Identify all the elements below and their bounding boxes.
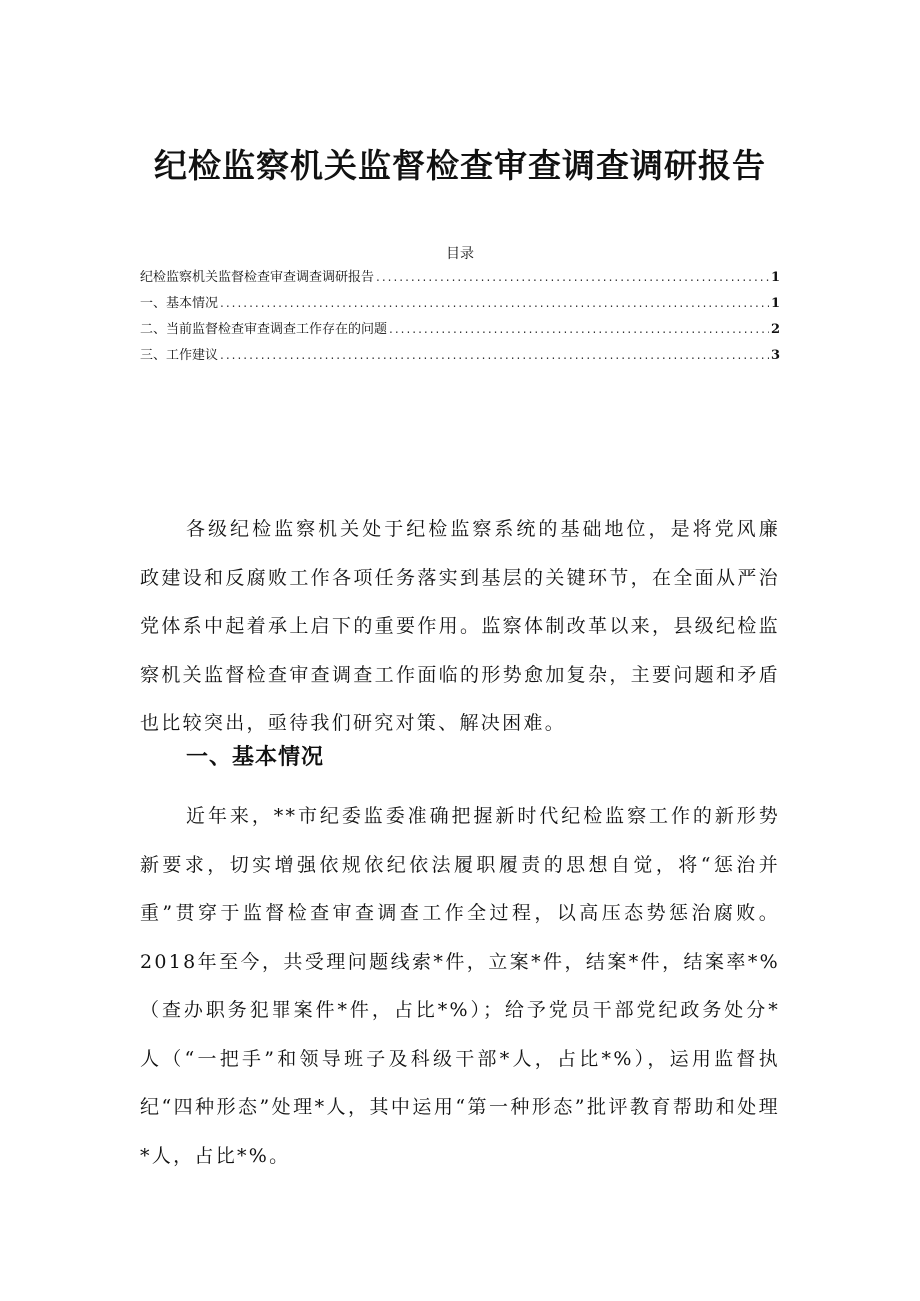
toc-item-page: 1: [770, 296, 780, 311]
toc-item-label: 二、当前监督检查审查调查工作存在的问题: [140, 322, 388, 337]
toc-leader-dots: [220, 348, 769, 362]
intro-paragraph: 各级纪检监察机关处于纪检监察系统的基础地位，是将党风廉政建设和反腐败工作各项任务落实到基层的关键环节，在全面从严治党体系中起着承上启下的重要作用。监察体制改革以来，县级纪检监察机关监督检查审查调查工作面临的形势愈加复杂，主要问题和矛盾也比较突出，亟待我们研究对策、解决困难。: [140, 518, 780, 734]
toc-item-page: 3: [770, 348, 780, 363]
toc-item[interactable]: [140, 344, 780, 370]
toc-item-page: 1: [770, 270, 780, 285]
toc-item-label: 纪检监察机关监督检查审查调查调研报告: [140, 270, 375, 285]
toc-item[interactable]: [140, 292, 780, 318]
toc-item[interactable]: [140, 266, 780, 292]
toc-item-label: 三、工作建议: [140, 348, 219, 363]
document-title: 纪检监察机关监督检查审查调查调研报告: [154, 146, 766, 185]
toc-item[interactable]: [140, 318, 780, 344]
toc-leader-dots: [220, 296, 769, 310]
toc-heading: 目录: [446, 246, 474, 262]
section-paragraph: 近年来，**市纪委监委准确把握新时代纪检监察工作的新形势新要求，切实增强依规依纪依法履职履责的思想自觉，将“惩治并重”贯穿于监督检查审查调查工作全过程，以高压态势惩治腐败。2018年至今，共受理问题线索*件，立案*件，结案*件，结案率*%（查办职务犯罪案件*件，占比*%）；给予党员干部党纪政务处分*人（“一把手”和领导班子及科级干部*人，占比*%），运用监督执纪“四种形态”处理*人，其中运用“第一种形态”批评教育帮助和处理*人，占比*%。: [140, 805, 780, 1167]
toc-item-page: 2: [770, 322, 780, 337]
table-of-contents: [140, 266, 780, 370]
section-heading-basic-situation: 一、基本情况: [186, 745, 325, 770]
toc-item-label: 一、基本情况: [140, 296, 219, 311]
toc-leader-dots: [376, 270, 769, 284]
toc-leader-dots: [389, 322, 769, 336]
